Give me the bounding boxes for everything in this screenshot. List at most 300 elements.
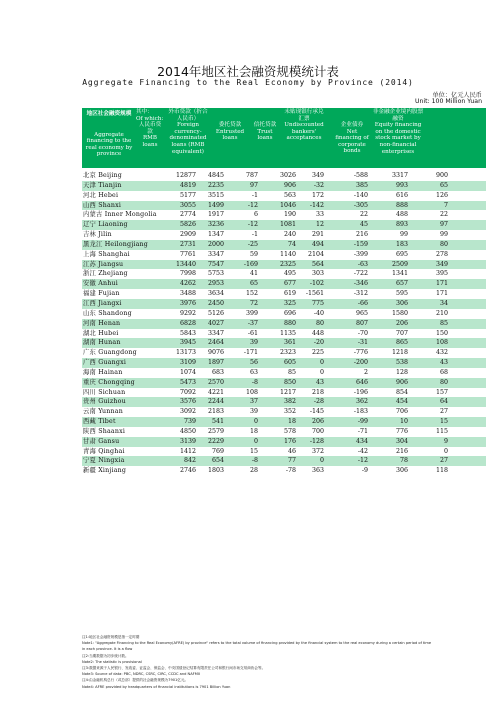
province-name: 湖北 Hubei — [83, 329, 119, 337]
table-cell: -588 — [353, 172, 368, 179]
table-cell: 434 — [355, 437, 368, 445]
table-cell: 850 — [283, 378, 296, 386]
table-cell: 454 — [395, 398, 408, 406]
table-cell: 68 — [439, 368, 448, 376]
table-cell: 382 — [283, 398, 296, 406]
table-row — [82, 388, 486, 398]
table-row — [82, 279, 486, 289]
table-cell: 2953 — [207, 280, 224, 288]
table-cell: -63 — [357, 260, 368, 268]
table-cell: 707 — [395, 329, 408, 337]
table-row — [82, 250, 486, 260]
table-cell: 108 — [435, 339, 448, 347]
table-cell: 865 — [395, 339, 408, 347]
province-name: 江西 Jiangxi — [83, 299, 122, 307]
table-cell: 34 — [439, 299, 448, 307]
table-cell: 362 — [355, 398, 368, 406]
table-cell: 3634 — [207, 290, 224, 298]
table-cell: 4850 — [179, 427, 196, 435]
note-line: 注4:由金融机构总行（或总部）提供的社会融资规模为7901亿元。 — [82, 678, 189, 683]
table-cell: 18 — [287, 418, 296, 426]
table-cell: 1803 — [207, 467, 224, 475]
unit-label-cn: 单位：亿元人民币 — [432, 92, 482, 99]
table-cell: 97 — [249, 181, 258, 189]
table-row — [82, 348, 486, 358]
table-cell: -9 — [361, 467, 368, 475]
header-bankers-acceptances: 未贴现银行承兑汇票 Undiscounted bankers' acceptances — [284, 109, 324, 142]
table-row — [82, 456, 486, 466]
table-cell: 39 — [249, 408, 258, 416]
table-cell: -78 — [285, 467, 296, 475]
province-name: 浙江 Zhejiang — [83, 270, 128, 278]
table-cell: 769 — [211, 447, 224, 455]
table-cell: 216 — [395, 447, 408, 455]
table-cell: 12 — [315, 221, 324, 229]
table-cell: 706 — [395, 408, 408, 416]
table-cell: 1580 — [391, 309, 408, 317]
table-cell: 43 — [315, 378, 324, 386]
table-cell: 115 — [435, 427, 448, 435]
table-cell: 3026 — [279, 172, 296, 179]
table-cell: 7 — [443, 201, 448, 209]
table-cell: -312 — [353, 290, 368, 298]
table-cell: 2244 — [207, 398, 224, 406]
table-row — [82, 427, 486, 437]
header-rmb-loans: 人民币贷款 RMB loans — [138, 122, 162, 148]
province-name: 福建 Fujian — [83, 290, 120, 298]
table-cell: 2570 — [207, 378, 224, 386]
table-cell: 216 — [355, 231, 368, 239]
table-cell: 46 — [287, 447, 296, 455]
table-row — [82, 289, 486, 299]
table-cell: 3092 — [179, 408, 196, 416]
note-line: 注1:地区社会融资规模是指一定时期 — [82, 635, 140, 639]
table-cell: 349 — [311, 172, 324, 179]
province-name: 河南 Henan — [83, 319, 121, 327]
table-cell: 22 — [359, 211, 368, 219]
table-cell: 80 — [439, 240, 448, 248]
province-name: 安徽 Anhui — [83, 280, 118, 288]
province-name: 甘肃 Gansu — [83, 437, 120, 445]
table-cell: -8 — [251, 457, 258, 465]
province-name: 广西 Guangxi — [83, 359, 127, 367]
table-cell: 4845 — [207, 172, 224, 179]
table-header — [82, 108, 486, 168]
table-cell: 654 — [211, 457, 224, 465]
header-equity-financing: 非金融企业境内股票融资 Equity financing on the domestic stock market by non-financial enterprises — [372, 109, 424, 155]
table-cell: 306 — [395, 299, 408, 307]
table-row — [82, 201, 486, 211]
table-cell: 65 — [439, 181, 448, 189]
table-row — [82, 240, 486, 250]
header-corporate-bonds: 企业债券 Net financing of corporate bonds — [335, 122, 369, 155]
table-cell: 63 — [249, 368, 258, 376]
table-cell: 18 — [249, 427, 258, 435]
table-cell: 399 — [245, 309, 258, 317]
table-cell: 3976 — [179, 299, 196, 307]
table-cell: -102 — [309, 280, 324, 288]
table-cell: -200 — [353, 359, 368, 367]
table-cell: 2450 — [207, 299, 224, 307]
table-cell: 171 — [435, 290, 448, 298]
table-cell: 64 — [439, 398, 448, 406]
table-cell: 488 — [395, 211, 408, 219]
table-cell: 372 — [311, 447, 324, 455]
table-cell: 43 — [439, 359, 448, 367]
table-cell: 578 — [283, 427, 296, 435]
table-cell: 6 — [253, 211, 258, 219]
province-name: 北京 Beijing — [83, 172, 123, 179]
table-cell: 739 — [183, 418, 196, 426]
table-cell: 291 — [311, 231, 324, 239]
header-entrusted-loans: 委托贷款 Entrusted loans — [215, 122, 245, 142]
table-row — [82, 368, 486, 378]
table-cell: -99 — [357, 418, 368, 426]
table-cell: 77 — [287, 457, 296, 465]
province-name: 天津 Tianjin — [83, 181, 122, 189]
table-cell: 3488 — [179, 290, 196, 298]
table-cell: 9 — [443, 437, 448, 445]
table-cell: 39 — [249, 339, 258, 347]
table-cell: 5843 — [179, 329, 196, 337]
table-cell: 3515 — [207, 191, 224, 199]
table-cell: 646 — [355, 378, 368, 386]
table-cell: 4027 — [207, 319, 224, 327]
table-cell: 0 — [319, 368, 324, 376]
table-cell: 157 — [435, 388, 448, 396]
table-cell: 842 — [183, 457, 196, 465]
page-subtitle: Aggregate Financing to the Real Economy by Province (2014) — [82, 78, 414, 87]
header-total — [84, 111, 134, 158]
table-cell: 1140 — [279, 250, 296, 258]
province-name: 内蒙古 Inner Mongolia — [83, 211, 157, 219]
table-cell: 278 — [435, 250, 448, 258]
table-cell: 12877 — [175, 172, 196, 179]
table-cell: 541 — [211, 418, 224, 426]
province-name: 上海 Shanghai — [83, 250, 130, 258]
table-cell: 538 — [395, 359, 408, 367]
table-cell: 13440 — [175, 260, 196, 268]
table-cell: 605 — [283, 359, 296, 367]
table-row — [82, 309, 486, 319]
table-cell: 85 — [287, 368, 296, 376]
table-cell: 564 — [311, 260, 324, 268]
note-line: in each province. It is a flow — [82, 647, 133, 652]
table-cell: 1218 — [391, 349, 408, 357]
table-cell: 37 — [249, 398, 258, 406]
table-cell: 3055 — [179, 201, 196, 209]
table-row — [82, 171, 486, 181]
table-cell: 888 — [395, 201, 408, 209]
table-cell: 2579 — [207, 427, 224, 435]
table-cell: 108 — [245, 388, 258, 396]
table-cell: 361 — [283, 339, 296, 347]
table-cell: 2464 — [207, 339, 224, 347]
table-cell: 59 — [249, 250, 258, 258]
table-cell: 448 — [311, 329, 324, 337]
table-cell: -128 — [309, 437, 324, 445]
table-cell: 2229 — [207, 437, 224, 445]
note-line: 注2:当期数据为初步统计数。 — [82, 653, 129, 658]
table-row — [82, 437, 486, 447]
table-cell: 619 — [283, 290, 296, 298]
table-cell: 5177 — [179, 191, 196, 199]
table-row — [82, 319, 486, 329]
table-cell: 150 — [435, 329, 448, 337]
table-cell: 80 — [439, 378, 448, 386]
table-cell: 696 — [283, 309, 296, 317]
table-cell: 1046 — [279, 201, 296, 209]
table-cell: 657 — [395, 280, 408, 288]
table-cell: 190 — [283, 211, 296, 219]
table-cell: 41 — [249, 270, 258, 278]
table-cell: 2235 — [207, 181, 224, 189]
table-cell: 677 — [283, 280, 296, 288]
header-trust-loans: 信托贷款 Trust loans — [253, 122, 277, 142]
table-cell: -66 — [357, 299, 368, 307]
unit-label-en: Unit: 100 Million Yuan — [414, 98, 482, 105]
table-cell: 2746 — [179, 467, 196, 475]
table-cell: 27 — [439, 408, 448, 416]
table-row — [82, 329, 486, 339]
table-cell: -171 — [243, 349, 258, 357]
table-cell: 2909 — [179, 231, 196, 239]
table-cell: 97 — [439, 221, 448, 229]
table-cell: 880 — [283, 319, 296, 327]
table-cell: 2104 — [307, 250, 324, 258]
table-row — [82, 378, 486, 388]
province-name: 新疆 Xinjiang — [83, 467, 127, 475]
table-cell: 893 — [395, 221, 408, 229]
table-cell: 807 — [355, 319, 368, 327]
table-cell: -40 — [313, 309, 324, 317]
header-total-cn: 地区社会融资规模 — [86, 111, 132, 117]
table-cell: 494 — [311, 240, 324, 248]
table-cell: 218 — [311, 388, 324, 396]
province-name: 辽宁 Liaoning — [83, 221, 128, 229]
table-cell: 900 — [435, 172, 448, 179]
province-name: 贵州 Guizhou — [83, 398, 126, 406]
table-cell: 1347 — [207, 231, 224, 239]
table-cell: -399 — [353, 250, 368, 258]
table-cell: 683 — [211, 368, 224, 376]
table-cell: 2774 — [179, 211, 196, 219]
table-cell: 700 — [311, 427, 324, 435]
table-cell: 1917 — [207, 211, 224, 219]
table-cell: -25 — [247, 240, 258, 248]
table-cell: 303 — [311, 270, 324, 278]
table-cell: 616 — [395, 191, 408, 199]
table-cell: 395 — [435, 270, 448, 278]
province-name: 广东 Guangdong — [83, 349, 137, 357]
table-row — [82, 220, 486, 230]
data-table-body — [82, 171, 486, 476]
province-name: 山东 Shandong — [83, 309, 132, 317]
table-cell: 965 — [355, 309, 368, 317]
table-cell: 72 — [249, 299, 258, 307]
table-cell: 0 — [443, 447, 448, 455]
table-row — [82, 260, 486, 270]
table-cell: 1217 — [279, 388, 296, 396]
table-cell: 385 — [355, 181, 368, 189]
table-cell: 56 — [249, 359, 258, 367]
table-cell: 854 — [395, 388, 408, 396]
table-cell: -61 — [247, 329, 258, 337]
table-cell: 3139 — [179, 437, 196, 445]
table-cell: 183 — [395, 240, 408, 248]
province-name: 重庆 Chongqing — [83, 378, 135, 386]
table-cell: 363 — [311, 467, 324, 475]
table-cell: 7547 — [207, 260, 224, 268]
note-line: 注3:数据来源于人民银行、发改委、证监会、保监会、中央国债登记结算有限责任公司和银行间市场交易商协会等。 — [82, 666, 266, 671]
table-cell: 3317 — [391, 172, 408, 179]
table-cell: 306 — [395, 467, 408, 475]
table-cell: -70 — [357, 329, 368, 337]
table-cell: 65 — [249, 280, 258, 288]
province-name: 江苏 Jiangsu — [83, 260, 124, 268]
province-name: 吉林 Jilin — [83, 231, 112, 239]
table-cell: -776 — [353, 349, 368, 357]
table-cell: 5126 — [207, 309, 224, 317]
table-cell: -32 — [313, 181, 324, 189]
table-row — [82, 447, 486, 457]
table-cell: 4819 — [179, 181, 196, 189]
table-cell: 775 — [311, 299, 324, 307]
table-cell: 2 — [363, 368, 368, 376]
table-cell: -42 — [357, 447, 368, 455]
table-cell: 9292 — [179, 309, 196, 317]
province-name: 黑龙江 Heilongjiang — [83, 240, 149, 248]
table-cell: 5473 — [179, 378, 196, 386]
table-cell: 1081 — [279, 221, 296, 229]
table-row — [82, 181, 486, 191]
table-cell: 432 — [435, 349, 448, 357]
table-cell: 5753 — [207, 270, 224, 278]
table-cell: -140 — [353, 191, 368, 199]
province-name: 陕西 Shaanxi — [83, 427, 126, 435]
table-cell: 352 — [283, 408, 296, 416]
table-cell: 7998 — [179, 270, 196, 278]
table-cell: 993 — [395, 181, 408, 189]
table-cell: 99 — [439, 231, 448, 239]
table-cell: 27 — [439, 457, 448, 465]
province-name: 宁夏 Ningxia — [83, 457, 125, 465]
header-of-which: 其中： Of which: — [136, 109, 164, 122]
table-cell: 6828 — [179, 319, 196, 327]
table-cell: 1412 — [179, 447, 196, 455]
table-cell: 3109 — [179, 359, 196, 367]
table-cell: -28 — [313, 398, 324, 406]
table-cell: 4262 — [179, 280, 196, 288]
table-cell: 3945 — [179, 339, 196, 347]
table-cell: 128 — [395, 368, 408, 376]
table-cell: 85 — [439, 319, 448, 327]
table-cell: -1 — [251, 231, 258, 239]
table-cell: 2323 — [279, 349, 296, 357]
table-cell: 2731 — [179, 240, 196, 248]
table-cell: 28 — [249, 467, 258, 475]
table-cell: 325 — [283, 299, 296, 307]
table-cell: 2325 — [279, 260, 296, 268]
table-cell: 0 — [253, 418, 258, 426]
table-cell: 206 — [395, 319, 408, 327]
table-cell: -71 — [357, 427, 368, 435]
note-line: Note1: "Aggregate Financing to the Real Economy(AFRE) by province" refers to the total volume of financing provided by the financial system to the real economy during a certain period of time — [82, 641, 432, 646]
page-title: 2014年地区社会融资规模统计表 — [157, 64, 339, 79]
table-cell: 80 — [315, 319, 324, 327]
table-cell: 206 — [311, 418, 324, 426]
table-cell: -20 — [313, 339, 324, 347]
table-row — [82, 358, 486, 368]
table-cell: 210 — [435, 309, 448, 317]
table-cell: 78 — [399, 457, 408, 465]
table-cell: 1341 — [391, 270, 408, 278]
table-cell: -1561 — [305, 290, 324, 298]
table-row — [82, 338, 486, 348]
table-cell: 2000 — [207, 240, 224, 248]
table-cell: 171 — [435, 280, 448, 288]
table-cell: 1499 — [207, 201, 224, 209]
note-line: Note3: Source of data: PBC, NDRC, CSRC, CIRC, CCDC and NAFMII — [82, 672, 200, 677]
table-cell: -183 — [353, 408, 368, 416]
table-cell: 126 — [435, 191, 448, 199]
table-cell: 15 — [249, 447, 258, 455]
table-cell: -722 — [353, 270, 368, 278]
table-cell: -142 — [309, 201, 324, 209]
header-foreign-loans: 外币贷款（折合人民币） Foreign currency-denominated loans (RMB equivalent) — [168, 109, 208, 155]
table-cell: -8 — [251, 378, 258, 386]
table-cell: 172 — [311, 191, 324, 199]
table-cell: 7761 — [179, 250, 196, 258]
table-cell: 3347 — [207, 329, 224, 337]
table-cell: -37 — [247, 319, 258, 327]
table-cell: 695 — [395, 250, 408, 258]
table-cell: 9076 — [207, 349, 224, 357]
table-row — [82, 191, 486, 201]
table-cell: 33 — [315, 211, 324, 219]
province-name: 山西 Shanxi — [83, 201, 122, 209]
table-cell: -12 — [357, 457, 368, 465]
table-cell: -31 — [357, 339, 368, 347]
table-cell: 349 — [435, 260, 448, 268]
table-cell: 45 — [359, 221, 368, 229]
note-line: Note4: AFRE provided by headquarters of financial institutions is 7901 Billion Yuan — [82, 684, 231, 689]
table-cell: 225 — [311, 349, 324, 357]
table-cell: -12 — [247, 201, 258, 209]
table-cell: 495 — [283, 270, 296, 278]
note-line: Note2: The statistic is provisional — [82, 659, 142, 664]
province-name: 西藏 Tibet — [83, 418, 116, 426]
table-cell: -196 — [353, 388, 368, 396]
header-total-en: Aggregate financing to the real economy by province — [85, 131, 133, 158]
table-cell: 3576 — [179, 398, 196, 406]
table-cell: 1074 — [179, 368, 196, 376]
table-cell: -1 — [251, 191, 258, 199]
table-cell: 22 — [439, 211, 448, 219]
table-cell: 152 — [245, 290, 258, 298]
province-name: 湖南 Hunan — [83, 339, 121, 347]
table-cell: 1897 — [207, 359, 224, 367]
table-cell: 906 — [283, 181, 296, 189]
table-cell: 13173 — [175, 349, 196, 357]
table-cell: 2183 — [207, 408, 224, 416]
table-cell: -169 — [243, 260, 258, 268]
table-cell: -145 — [309, 408, 324, 416]
table-row — [82, 230, 486, 240]
table-cell: 595 — [395, 290, 408, 298]
province-name: 四川 Sichuan — [83, 388, 126, 396]
table-cell: 99 — [399, 231, 408, 239]
